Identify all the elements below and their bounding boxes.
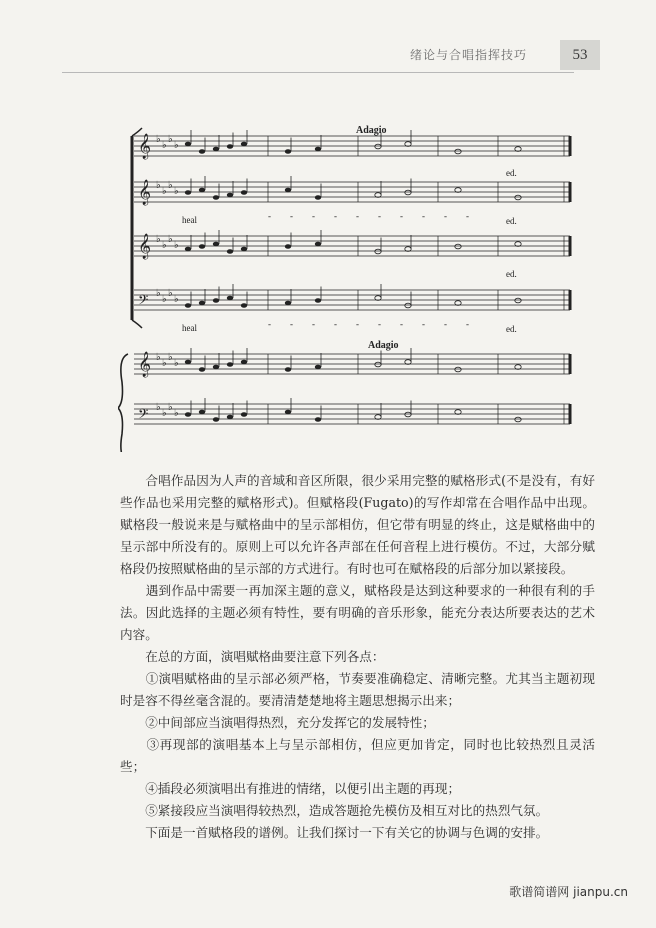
note-head: [285, 244, 291, 249]
note-head: [185, 190, 191, 195]
tempo-marking-upper: Adagio: [356, 125, 387, 136]
lyric-heal-2: heal: [182, 323, 197, 333]
lyric-dash: -: [268, 211, 271, 221]
paragraph-3: 在总的方面，演唱赋格曲要注意下列各点：: [145, 649, 385, 664]
note-head: [515, 242, 521, 247]
note-head: [285, 410, 291, 415]
flat-icon: ♭: [174, 140, 179, 151]
note-head: [315, 195, 321, 200]
note-head: [405, 142, 411, 147]
lyric-dash: -: [400, 211, 403, 221]
note-head: [515, 298, 521, 303]
note-head: [315, 298, 321, 303]
lyric-dash: -: [466, 211, 469, 221]
note-head: [227, 362, 233, 367]
note-head: [455, 244, 461, 249]
note-head: [213, 298, 219, 303]
flat-icon: ♭: [168, 234, 173, 245]
note-head: [213, 242, 219, 247]
lyric-dash: -: [356, 319, 359, 329]
flat-icon: ♭: [156, 288, 161, 299]
note-head: [241, 412, 247, 417]
note-head: [199, 410, 205, 415]
note-head: [285, 188, 291, 193]
note-head: [315, 242, 321, 247]
note-head: [227, 144, 233, 149]
note-head: [515, 147, 521, 152]
clef-icon: 𝄞: [138, 133, 152, 158]
header-rule: [62, 72, 574, 73]
flat-icon: ♭: [156, 352, 161, 363]
note-head: [405, 247, 411, 252]
flat-icon: ♭: [168, 402, 173, 413]
note-head: [285, 367, 291, 372]
paragraph-4: ①演唱赋格曲的呈示部必须严格，节奏要准确稳定、清晰完整。尤其当主题初现时是容不得丝毫含混的。要清清楚楚地将主题思想揭示出来；: [120, 671, 596, 708]
note-head: [315, 365, 321, 370]
flat-icon: ♭: [174, 186, 179, 197]
note-head: [515, 417, 521, 422]
flat-icon: ♭: [162, 240, 167, 251]
watermark-cn: 歌谱简谱网: [509, 885, 570, 899]
clef-icon: 𝄢: [138, 294, 149, 311]
paragraph-7: ④插段必须演唱出有推进的情绪，以便引出主题的再现；: [145, 781, 461, 796]
watermark: [509, 883, 628, 900]
music-score: [118, 122, 588, 452]
lyric-dash: -: [444, 319, 447, 329]
flat-icon: ♭: [162, 358, 167, 369]
watermark-url: jianpu.cn: [573, 885, 628, 899]
note-head: [375, 362, 381, 367]
note-head: [375, 144, 381, 149]
flat-icon: ♭: [168, 134, 173, 145]
note-head: [455, 410, 461, 415]
flat-icon: ♭: [162, 140, 167, 151]
lyric-dash: -: [422, 211, 425, 221]
note-head: [241, 360, 247, 365]
note-head: [185, 247, 191, 252]
clef-icon: 𝄞: [138, 233, 152, 258]
clef-icon: 𝄞: [138, 179, 152, 204]
note-head: [455, 149, 461, 154]
paragraph-1: 合唱作品因为人声的音域和音区所限，很少采用完整的赋格形式(不是没有，有好些作品也采用完整的赋格形式)。但赋格段(Fugato)的写作却常在合唱作品中出现。赋格段一般说来是与赋格曲中的呈示部相仿，但它带有明显的终止，这是赋格曲中的呈示部中所没有的。原则上可以允许各声部在任何音程上进行模仿。不过，大部分赋格段仍按照赋格曲的呈示部的方式进行。有时也可在赋格段的后部分加以紧接段。: [120, 473, 596, 576]
note-head: [375, 193, 381, 198]
note-head: [375, 415, 381, 420]
note-head: [199, 188, 205, 193]
lyric-dash: -: [334, 319, 337, 329]
note-head: [213, 365, 219, 370]
note-head: [455, 367, 461, 372]
note-head: [241, 247, 247, 252]
lyric-dash: -: [290, 319, 293, 329]
note-head: [185, 360, 191, 365]
lyric-dash: -: [400, 319, 403, 329]
note-head: [515, 365, 521, 370]
note-head: [285, 149, 291, 154]
lyric-dash: -: [466, 319, 469, 329]
lyric-heal-1: heal: [182, 215, 197, 225]
note-head: [405, 412, 411, 417]
paragraph-8: ⑤紧接段应当演唱得较热烈，造成答题抢先模仿及相互对比的热烈气氛。: [145, 803, 549, 818]
note-head: [227, 296, 233, 301]
note-head: [241, 190, 247, 195]
note-head: [515, 195, 521, 200]
lyric-ed-4: ed.: [506, 324, 517, 334]
note-head: [375, 296, 381, 301]
flat-icon: ♭: [156, 402, 161, 413]
clef-icon: 𝄞: [138, 351, 152, 376]
note-head: [455, 188, 461, 193]
lyric-ed-3: ed.: [506, 269, 517, 279]
lyric-dash: -: [290, 211, 293, 221]
note-head: [199, 301, 205, 306]
note-head: [375, 249, 381, 254]
lyric-dash: -: [378, 319, 381, 329]
flat-icon: ♭: [156, 134, 161, 145]
flat-icon: ♭: [162, 294, 167, 305]
note-head: [185, 142, 191, 147]
note-head: [213, 417, 219, 422]
flat-icon: ♭: [156, 180, 161, 191]
flat-icon: ♭: [174, 240, 179, 251]
paragraph-5: ②中间部应当演唱得热烈，充分发挥它的发展特性；: [145, 715, 435, 730]
lyric-ed-2: ed.: [506, 216, 517, 226]
lyric-dash: -: [312, 211, 315, 221]
flat-icon: ♭: [162, 408, 167, 419]
note-head: [455, 301, 461, 306]
flat-icon: ♭: [162, 186, 167, 197]
flat-icon: ♭: [168, 180, 173, 191]
paragraph-9: 下面是一首赋格段的谱例。让我们探讨一下有关它的协调与色调的安排。: [145, 825, 549, 840]
lyric-dash: -: [312, 319, 315, 329]
note-head: [185, 412, 191, 417]
note-head: [405, 360, 411, 365]
note-head: [227, 193, 233, 198]
note-head: [241, 142, 247, 147]
note-head: [213, 195, 219, 200]
tempo-marking-lower: Adagio: [368, 340, 399, 351]
lyric-dash: -: [356, 211, 359, 221]
lyric-dash: -: [334, 211, 337, 221]
flat-icon: ♭: [168, 288, 173, 299]
note-head: [199, 367, 205, 372]
flat-icon: ♭: [174, 358, 179, 369]
flat-icon: ♭: [156, 234, 161, 245]
lyric-dash: -: [444, 211, 447, 221]
flat-icon: ♭: [168, 352, 173, 363]
lyric-dash: -: [378, 211, 381, 221]
page-number: 53: [560, 40, 600, 70]
note-head: [199, 149, 205, 154]
note-head: [227, 249, 233, 254]
note-head: [199, 244, 205, 249]
note-head: [185, 303, 191, 308]
note-head: [315, 417, 321, 422]
flat-icon: ♭: [174, 294, 179, 305]
note-head: [315, 147, 321, 152]
flat-icon: ♭: [174, 408, 179, 419]
running-head: 绪论与合唱指挥技巧: [410, 48, 528, 62]
note-head: [241, 303, 247, 308]
clef-icon: 𝄢: [138, 408, 149, 425]
lyric-dash: -: [422, 319, 425, 329]
note-head: [405, 303, 411, 308]
lyric-dash: -: [268, 319, 271, 329]
note-head: [227, 415, 233, 420]
body-text: [120, 470, 595, 844]
paragraph-6: ③再现部的演唱基本上与呈示部相仿，但应更加肯定，同时也比较热烈且灵活些；: [120, 737, 596, 774]
paragraph-2: 遇到作品中需要一再加深主题的意义，赋格段是达到这种要求的一种很有利的手法。因此选择的主题必须有特性，要有明确的音乐形象，能充分表达所要表达的艺术内容。: [120, 583, 596, 642]
note-head: [213, 147, 219, 152]
note-head: [405, 190, 411, 195]
lyric-ed-1: ed.: [506, 168, 517, 178]
note-head: [285, 301, 291, 306]
